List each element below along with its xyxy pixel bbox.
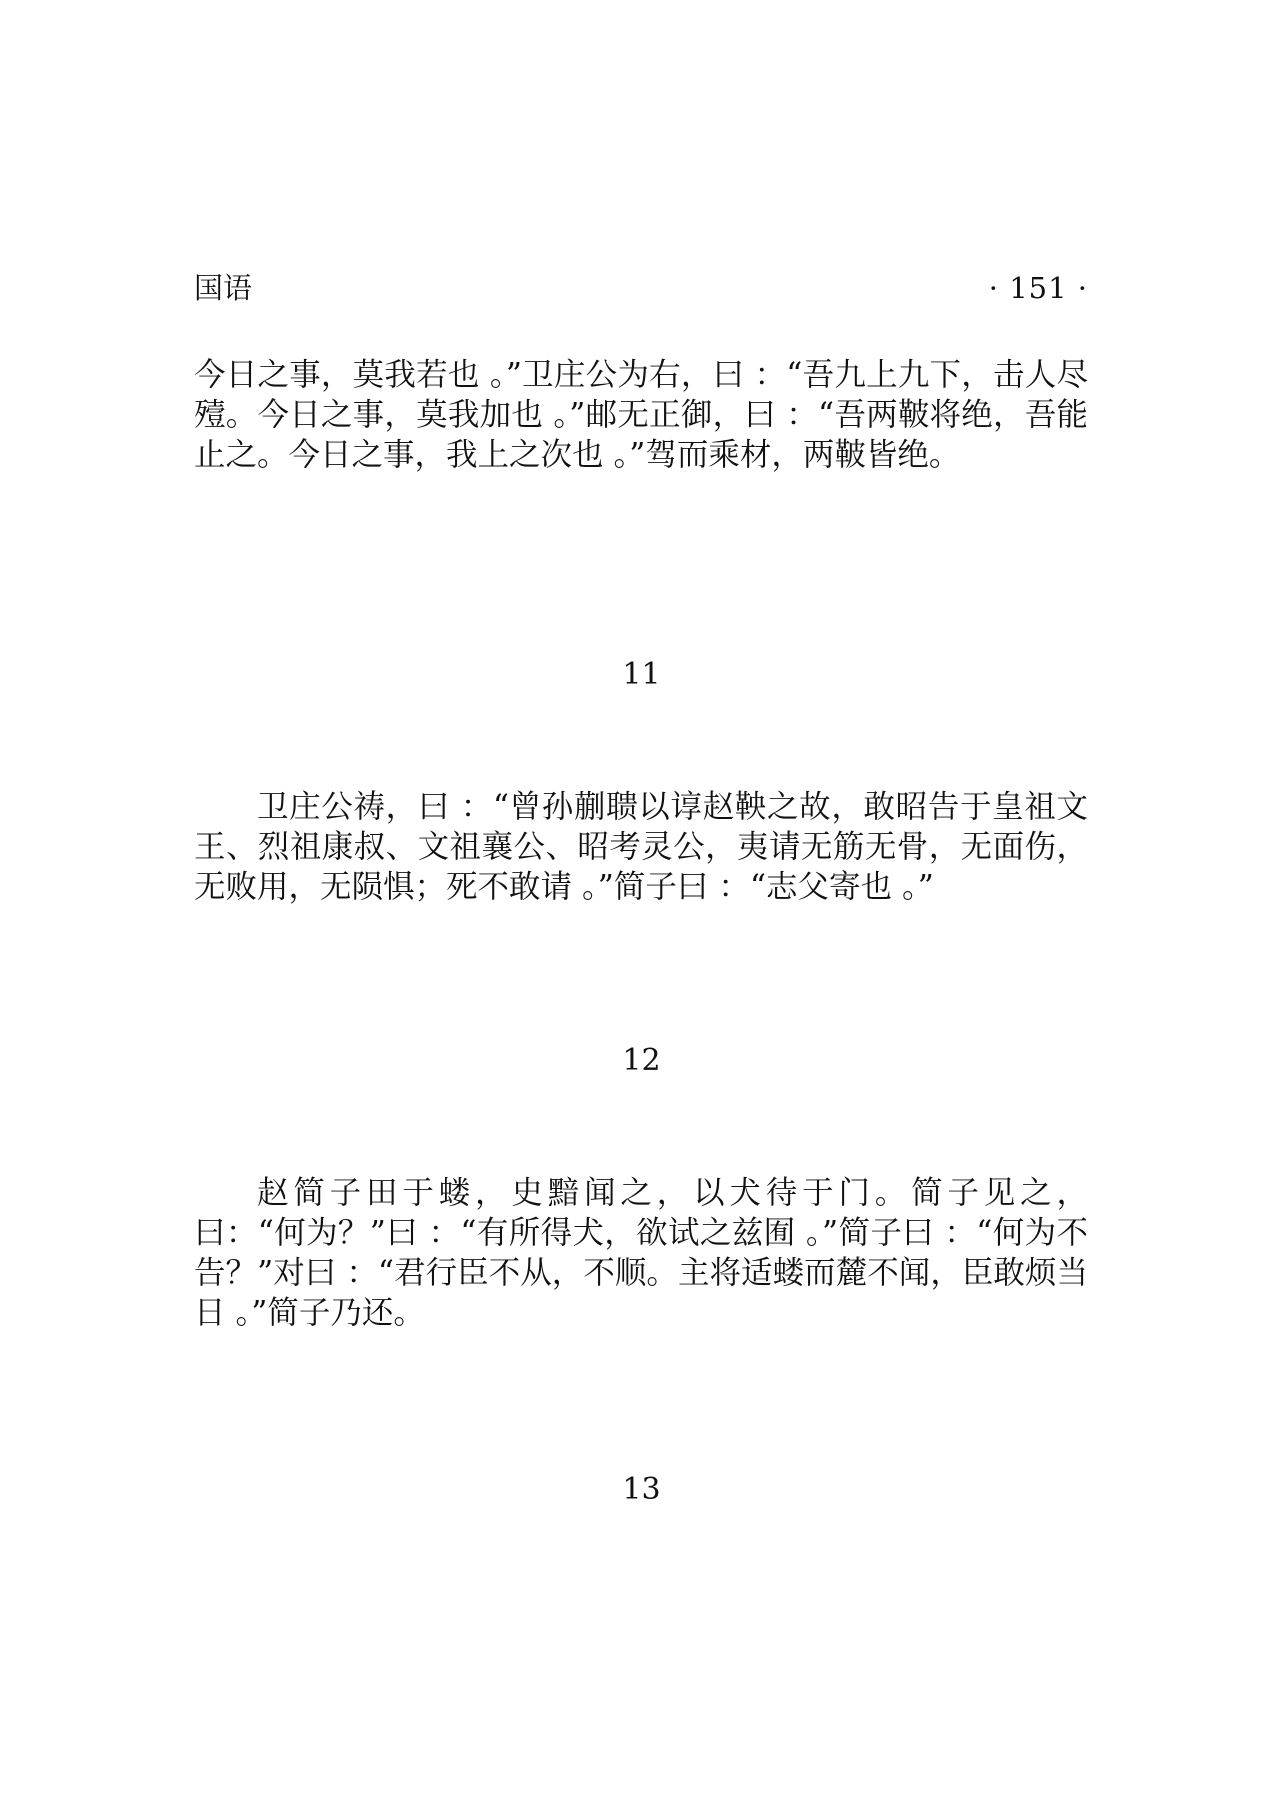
section-number-11: 11: [622, 657, 661, 692]
running-head: [194, 268, 1088, 308]
book-title: 国语: [194, 271, 253, 305]
page-number: · 151 ·: [988, 271, 1088, 305]
continued-paragraph: 今日之事，莫我若也 。”卫庄公为右，曰 ：“吾九上九下，击人尽殪。今日之事，莫我加也 。”邮无正御，曰 ：“吾两鞁将绝，吾能止之。今日之事，我上之次也 。”驾而乘材，两鞁皆绝。: [194, 357, 1088, 473]
section-11-paragraph: 卫庄公祷，曰 ：“曾孙蒯聩以谆赵鞅之故，敢昭告于皇祖文王、烈祖康叔、文祖襄公、昭考灵公，夷请无筋无骨，无面伤，无败用，无陨惧；死不敢请 。”简子曰 ：“志父寄也 。”: [194, 789, 1088, 905]
section-number-13: 13: [622, 1472, 661, 1507]
section-12-paragraph: 赵简子田于蝼，史黯闻之，以犬待于门。简子见之，曰：“何为？”曰 ：“有所得犬，欲试之兹囿 。”简子曰 ：“何为不告？”对曰 ：“君行臣不从，不顺。主将适蝼而麓不闻，臣敢烦当日 。”简子乃还。: [194, 1175, 1088, 1331]
section-number-12: 12: [622, 1043, 661, 1078]
